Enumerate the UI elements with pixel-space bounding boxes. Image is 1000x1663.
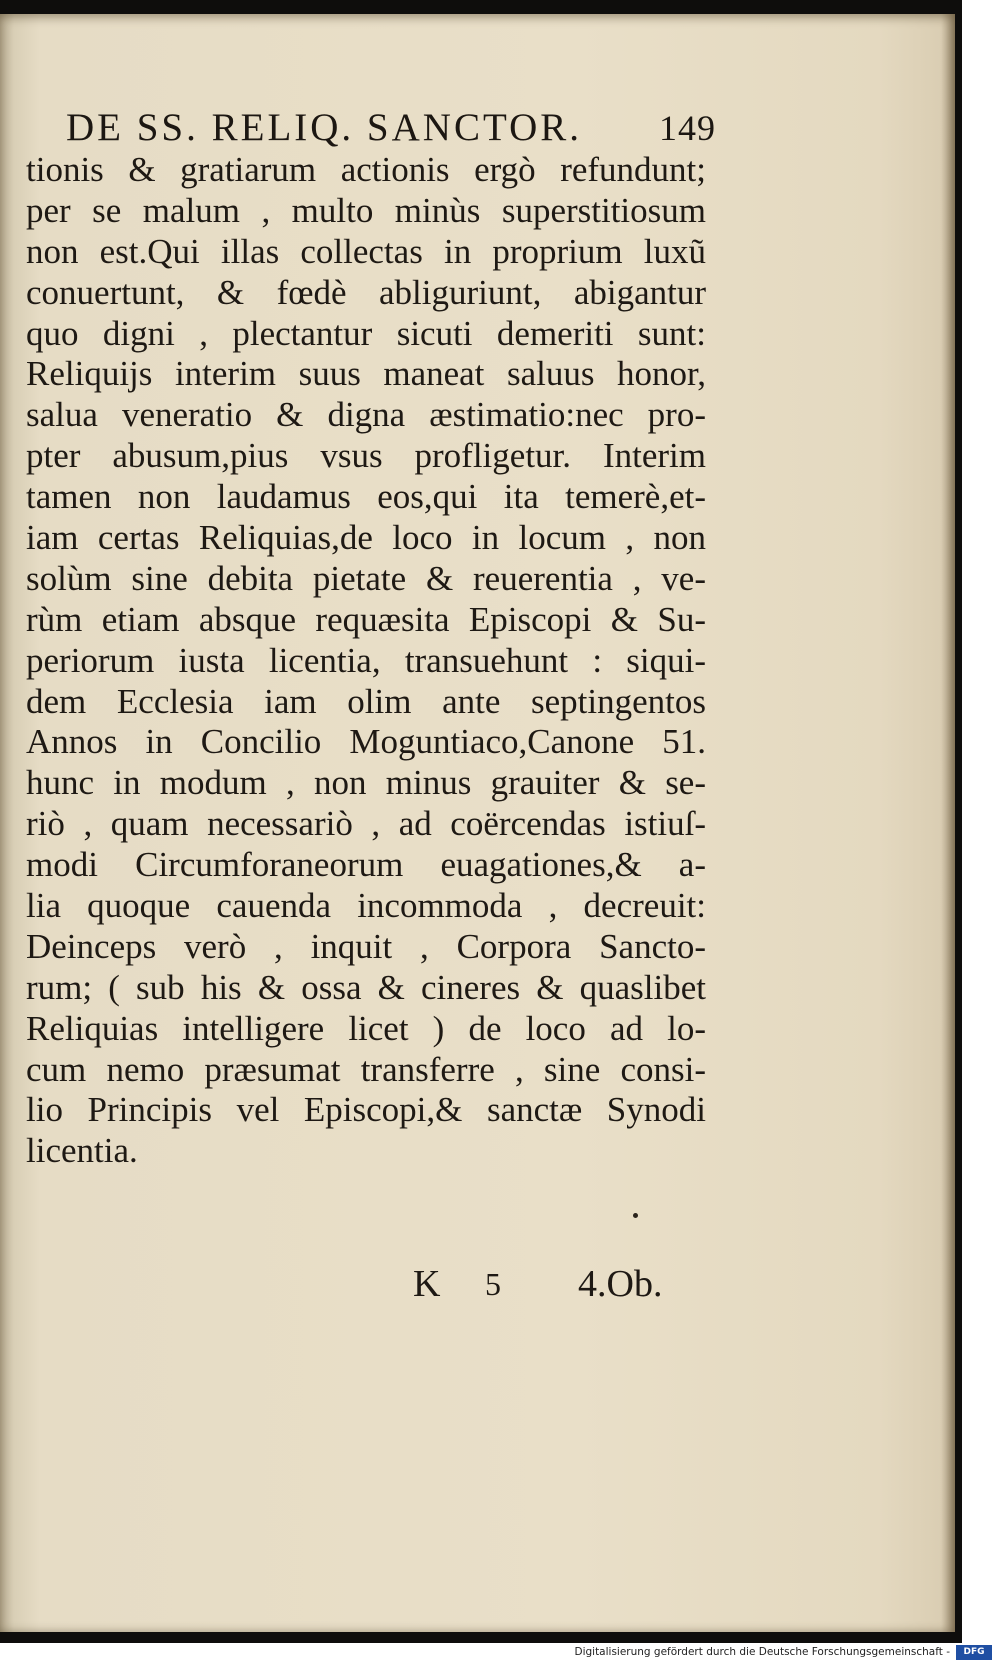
text-line: riò , quam necessariò , ad coërcendas istiuſ- <box>26 804 706 844</box>
text-line-final: licentia. <box>26 1131 138 1171</box>
page-number: 149 <box>659 108 716 148</box>
running-head-title: DE SS. RELIQ. SANCTOR. <box>66 106 583 149</box>
body-text <box>26 150 706 1172</box>
running-head <box>66 105 716 155</box>
text-line: Reliquias intelligere licet ) de loco ad lo- <box>26 1008 706 1048</box>
text-line: pter abusum,pius vsus profligetur. Interim <box>26 436 706 476</box>
dfg-logo-icon[interactable]: DFG <box>956 1645 992 1660</box>
page-fore-edge <box>941 14 955 1632</box>
text-line: salua veneratio & digna æstimatio:nec pro- <box>26 395 706 435</box>
ink-dot <box>633 1213 638 1218</box>
text-line: Annos in Concilio Moguntiaco,Canone 51. <box>26 722 706 762</box>
text-line: iam certas Reliquias,de loco in locum , non <box>26 518 706 558</box>
text-line: conuertunt, & fœdè abliguriunt, abigantur <box>26 272 706 312</box>
text-line: rùm etiam absque requæsita Episcopi & Su- <box>26 599 706 639</box>
credit-bar <box>0 1643 1000 1663</box>
text-line: tionis & gratiarum actionis ergò refundunt; <box>26 150 706 189</box>
page-footer <box>400 1262 700 1312</box>
text-line: rum; ( sub his & ossa & cineres & quaslibet <box>26 967 706 1007</box>
signature-number: 5 <box>485 1266 501 1302</box>
text-line: modi Circumforaneorum euagationes,& a- <box>26 845 706 885</box>
text-line: lia quoque cauenda incommoda , decreuit: <box>26 886 706 926</box>
text-line: per se malum , multo minùs superstitiosum <box>26 190 706 230</box>
text-line: cum nemo præsumat transferre , sine consi- <box>26 1049 706 1089</box>
text-line: quo digni , plectantur sicuti demeriti sunt: <box>26 313 706 353</box>
text-line: tamen non laudamus eos,qui ita temerè,et- <box>26 477 706 517</box>
text-line: solùm sine debita pietate & reuerentia , ve- <box>26 558 706 598</box>
text-line: non est.Qui illas collectas in proprium luxũ <box>26 231 706 271</box>
text-line: dem Ecclesia iam olim ante septingentos <box>26 681 706 721</box>
text-line: Deinceps verò , inquit , Corpora Sancto- <box>26 926 706 966</box>
shelfmark: 4.Ob. <box>578 1263 663 1305</box>
text-line: lio Principis vel Episcopi,& sanctæ Synodi <box>26 1090 706 1130</box>
text-line: hunc in modum , non minus grauiter & se- <box>26 763 706 803</box>
credit-text: Digitalisierung gefördert durch die Deutsche Forschungsgemeinschaft - <box>574 1646 950 1658</box>
text-line: Reliquijs interim suus maneat saluus honor, <box>26 354 706 394</box>
text-line: periorum iusta licentia, transuehunt : siqui- <box>26 640 706 680</box>
signature-mark: K <box>413 1263 441 1305</box>
